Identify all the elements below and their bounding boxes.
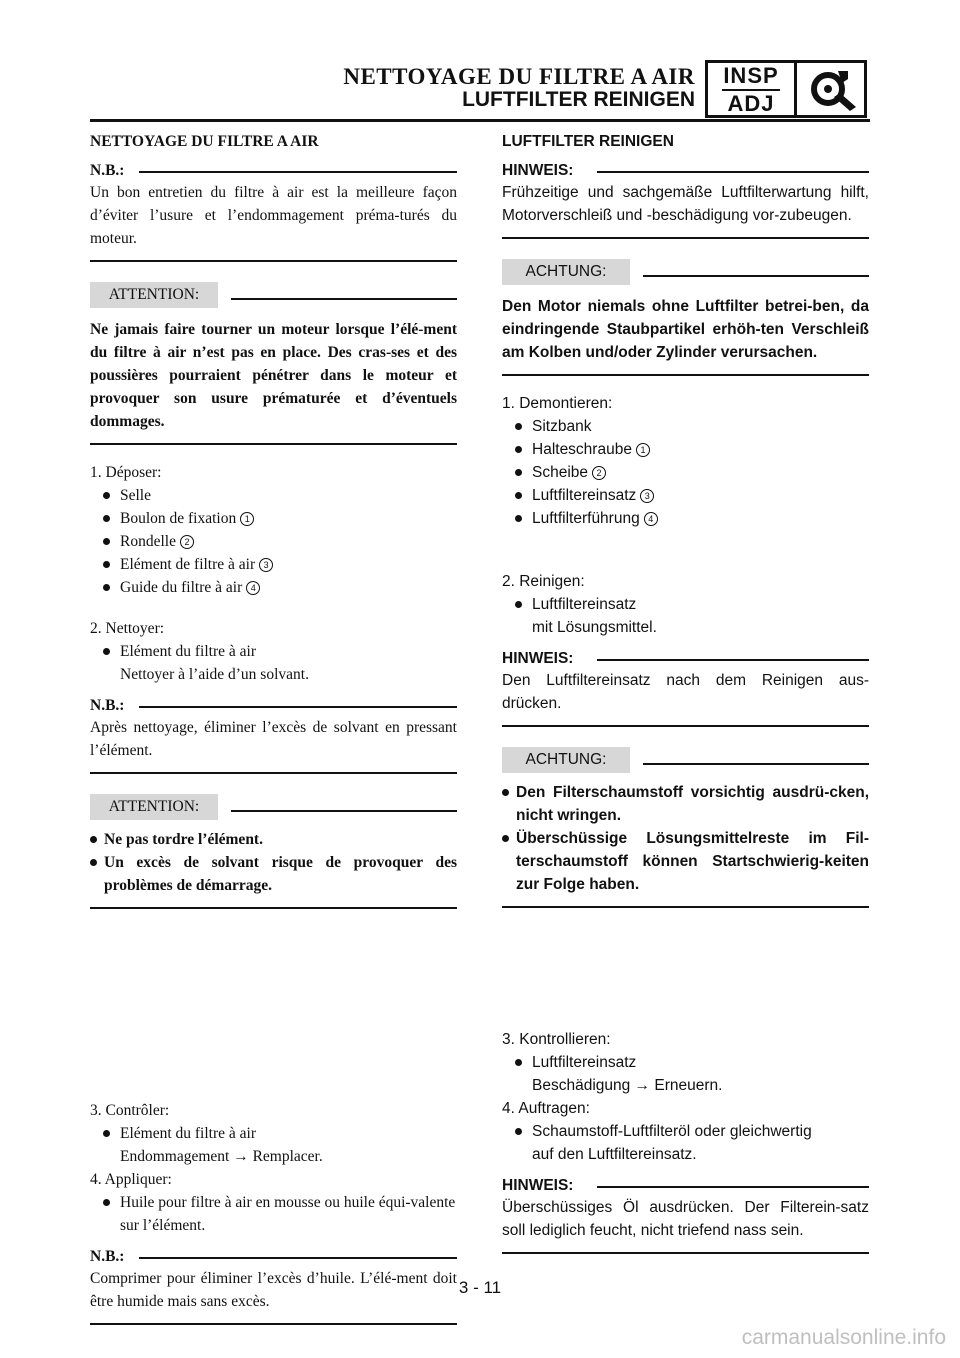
list-item: Luftfiltereinsatz 3 bbox=[502, 484, 869, 507]
callout-number: 1 bbox=[240, 512, 254, 526]
step-heading: 1. Déposer: bbox=[90, 464, 162, 481]
achtung-end-rule bbox=[502, 906, 869, 908]
note-end-rule bbox=[90, 1323, 457, 1325]
achtung-text: Den Motor niemals ohne Luftfilter betrei-ben, da eindringende Staubpartikel erhöh-ten Verschleiß am Kolben und/oder Zylinder verursachen. bbox=[502, 298, 869, 361]
step-heading: 4. Auftragen: bbox=[502, 1100, 590, 1117]
list-item: Elément du filtre à air bbox=[90, 640, 457, 663]
list-item: Sitzbank bbox=[502, 415, 869, 438]
hinweis-header-3 bbox=[502, 1174, 869, 1196]
list-item: Elément de filtre à air 3 bbox=[90, 553, 457, 576]
list-item: Scheibe 2 bbox=[502, 461, 869, 484]
step-heading: 2. Nettoyer: bbox=[90, 620, 165, 637]
achtung-rule bbox=[643, 275, 869, 277]
header-title-fr: NETTOYAGE DU FILTRE A AIR bbox=[343, 64, 695, 89]
attention-header-1 bbox=[90, 282, 457, 310]
achtung-header-2 bbox=[502, 747, 869, 775]
callout-number: 3 bbox=[259, 558, 273, 572]
badge-bottom-text: ADJ bbox=[727, 91, 775, 116]
list-subtext: sur l’élément. bbox=[120, 1217, 206, 1234]
list-item: Rondelle 2 bbox=[90, 530, 457, 553]
hinweis-header-1 bbox=[502, 159, 869, 181]
nb-rule bbox=[139, 1257, 457, 1259]
attention-rule bbox=[231, 810, 457, 812]
step-2-fr bbox=[90, 617, 457, 686]
callout-number: 2 bbox=[180, 535, 194, 549]
attention-text: Ne jamais faire tourner un moteur lorsque l’élé-ment du filtre à air n’est pas en place. Des cras-ses et des poussières pourraient pénétrer dans le moteur et provoquer son usure prématurée et d’éventuels dommages. bbox=[90, 321, 457, 430]
step-heading: 4. Appliquer: bbox=[90, 1171, 172, 1188]
callout-number: 4 bbox=[644, 512, 658, 526]
list-item: Luftfilterführung 4 bbox=[502, 507, 869, 530]
attention-list bbox=[90, 828, 457, 897]
list-subtext: auf den Luftfiltereinsatz. bbox=[532, 1146, 697, 1163]
attention-end-rule bbox=[90, 443, 457, 445]
step-heading: 3. Contrôler: bbox=[90, 1102, 170, 1119]
attention-label: ATTENTION: bbox=[90, 794, 218, 820]
achtung-rule bbox=[643, 763, 869, 765]
nb-label: N.B.: bbox=[90, 697, 125, 714]
nb-header-3 bbox=[90, 1245, 457, 1267]
header-title-de: LUFTFILTER REINIGEN bbox=[462, 88, 695, 111]
list-item: Den Filterschaumstoff vorsichtig ausdrü-cken, nicht wringen. bbox=[502, 781, 869, 827]
achtung-label: ACHTUNG: bbox=[502, 259, 630, 285]
achtung-end-rule bbox=[502, 374, 869, 376]
callout-number: 4 bbox=[246, 581, 260, 595]
german-column bbox=[502, 130, 869, 1254]
nb-label: N.B.: bbox=[90, 162, 125, 179]
list-item: Luftfiltereinsatz bbox=[502, 593, 869, 616]
badge-top-text: INSP bbox=[723, 63, 779, 88]
list-item: Überschüssige Lösungsmittelreste im Fil-terschaumstoff können Startschwierig-keiten zur Folge haben. bbox=[502, 827, 869, 896]
note-end-rule bbox=[502, 237, 869, 239]
hinweis-rule bbox=[597, 1186, 869, 1188]
nb-text: Après nettoyage, éliminer l’excès de solvant en pressant l’élément. bbox=[90, 719, 457, 759]
nb-rule bbox=[139, 171, 457, 173]
step-3-de bbox=[502, 1028, 869, 1166]
step-heading: 3. Kontrollieren: bbox=[502, 1031, 611, 1048]
list-subtext: Nettoyer à l’aide d’un solvant. bbox=[120, 666, 309, 683]
nb-header-1 bbox=[90, 159, 457, 181]
step-1-de bbox=[502, 392, 869, 530]
hinweis-label: HINWEIS: bbox=[502, 162, 574, 179]
hinweis-text: Den Luftfiltereinsatz nach dem Reinigen aus-drücken. bbox=[502, 672, 869, 712]
watermark: carmanualsonline.info bbox=[741, 1326, 946, 1349]
french-column bbox=[90, 130, 457, 1325]
hinweis-text: Frühzeitige und sachgemäße Luftfilterwartung hilft, Motorverschleiß und -beschädigung vor-zubeugen. bbox=[502, 184, 869, 224]
nb-label: N.B.: bbox=[90, 1248, 125, 1265]
callout-number: 1 bbox=[636, 443, 650, 457]
nb-header-2 bbox=[90, 694, 457, 716]
hinweis-text: Überschüssiges Öl ausdrücken. Der Filterein-satz soll lediglich feucht, nicht triefend nass sein. bbox=[502, 1199, 869, 1239]
step-1-fr bbox=[90, 461, 457, 599]
list-item: Selle bbox=[90, 484, 457, 507]
badge-text-box bbox=[708, 63, 797, 115]
attention-end-rule bbox=[90, 907, 457, 909]
attention-header-2 bbox=[90, 794, 457, 822]
nb-text: Un bon entretien du filtre à air est la meilleure façon d’éviter l’usure et l’endommagement préma-turés du moteur. bbox=[90, 184, 457, 247]
list-item: Elément du filtre à air bbox=[90, 1122, 457, 1145]
hinweis-label: HINWEIS: bbox=[502, 650, 574, 667]
list-item: Halteschraube 1 bbox=[502, 438, 869, 461]
note-end-rule bbox=[502, 1252, 869, 1254]
hinweis-label: HINWEIS: bbox=[502, 1177, 574, 1194]
achtung-list bbox=[502, 781, 869, 896]
step-heading: 1. Demontieren: bbox=[502, 395, 613, 412]
page-number: 3 - 11 bbox=[458, 1278, 502, 1297]
note-end-rule bbox=[90, 772, 457, 774]
attention-rule bbox=[231, 298, 457, 300]
achtung-label: ACHTUNG: bbox=[502, 747, 630, 773]
header-rule bbox=[90, 119, 870, 122]
note-end-rule bbox=[502, 725, 869, 727]
list-subtext: Endommagement → Remplacer. bbox=[120, 1148, 323, 1165]
list-item: Luftfiltereinsatz bbox=[502, 1051, 869, 1074]
step-heading: 2. Reinigen: bbox=[502, 573, 585, 590]
note-end-rule bbox=[90, 260, 457, 262]
hinweis-rule bbox=[597, 171, 869, 173]
attention-label: ATTENTION: bbox=[90, 282, 218, 308]
list-item: Ne pas tordre l’élément. bbox=[90, 828, 457, 851]
insp-adj-badge bbox=[705, 60, 867, 118]
hinweis-header-2 bbox=[502, 647, 869, 669]
list-item: Un excès de solvant risque de provoquer des problèmes de démarrage. bbox=[90, 851, 457, 897]
list-item: Schaumstoff-Luftfilteröl oder gleichwertig bbox=[502, 1120, 869, 1143]
step-3-fr bbox=[90, 1099, 457, 1237]
nb-rule bbox=[139, 706, 457, 708]
step-2-de bbox=[502, 570, 869, 639]
wrench-gear-icon bbox=[804, 67, 860, 113]
section-title-de: LUFTFILTER REINIGEN bbox=[502, 133, 674, 150]
section-title-fr: NETTOYAGE DU FILTRE A AIR bbox=[90, 133, 319, 150]
achtung-header-1 bbox=[502, 259, 869, 287]
list-item: Boulon de fixation 1 bbox=[90, 507, 457, 530]
list-item: Huile pour filtre à air en mousse ou huile équi-valente bbox=[90, 1191, 457, 1214]
callout-number: 3 bbox=[640, 489, 654, 503]
hinweis-rule bbox=[597, 659, 869, 661]
callout-number: 2 bbox=[592, 466, 606, 480]
nb-text: Comprimer pour éliminer l’excès d’huile. L’élé-ment doit être humide mais sans excès. bbox=[90, 1270, 457, 1310]
list-item: Guide du filtre à air 4 bbox=[90, 576, 457, 599]
list-subtext: Beschädigung → Erneuern. bbox=[532, 1077, 723, 1094]
list-subtext: mit Lösungsmittel. bbox=[532, 619, 657, 636]
